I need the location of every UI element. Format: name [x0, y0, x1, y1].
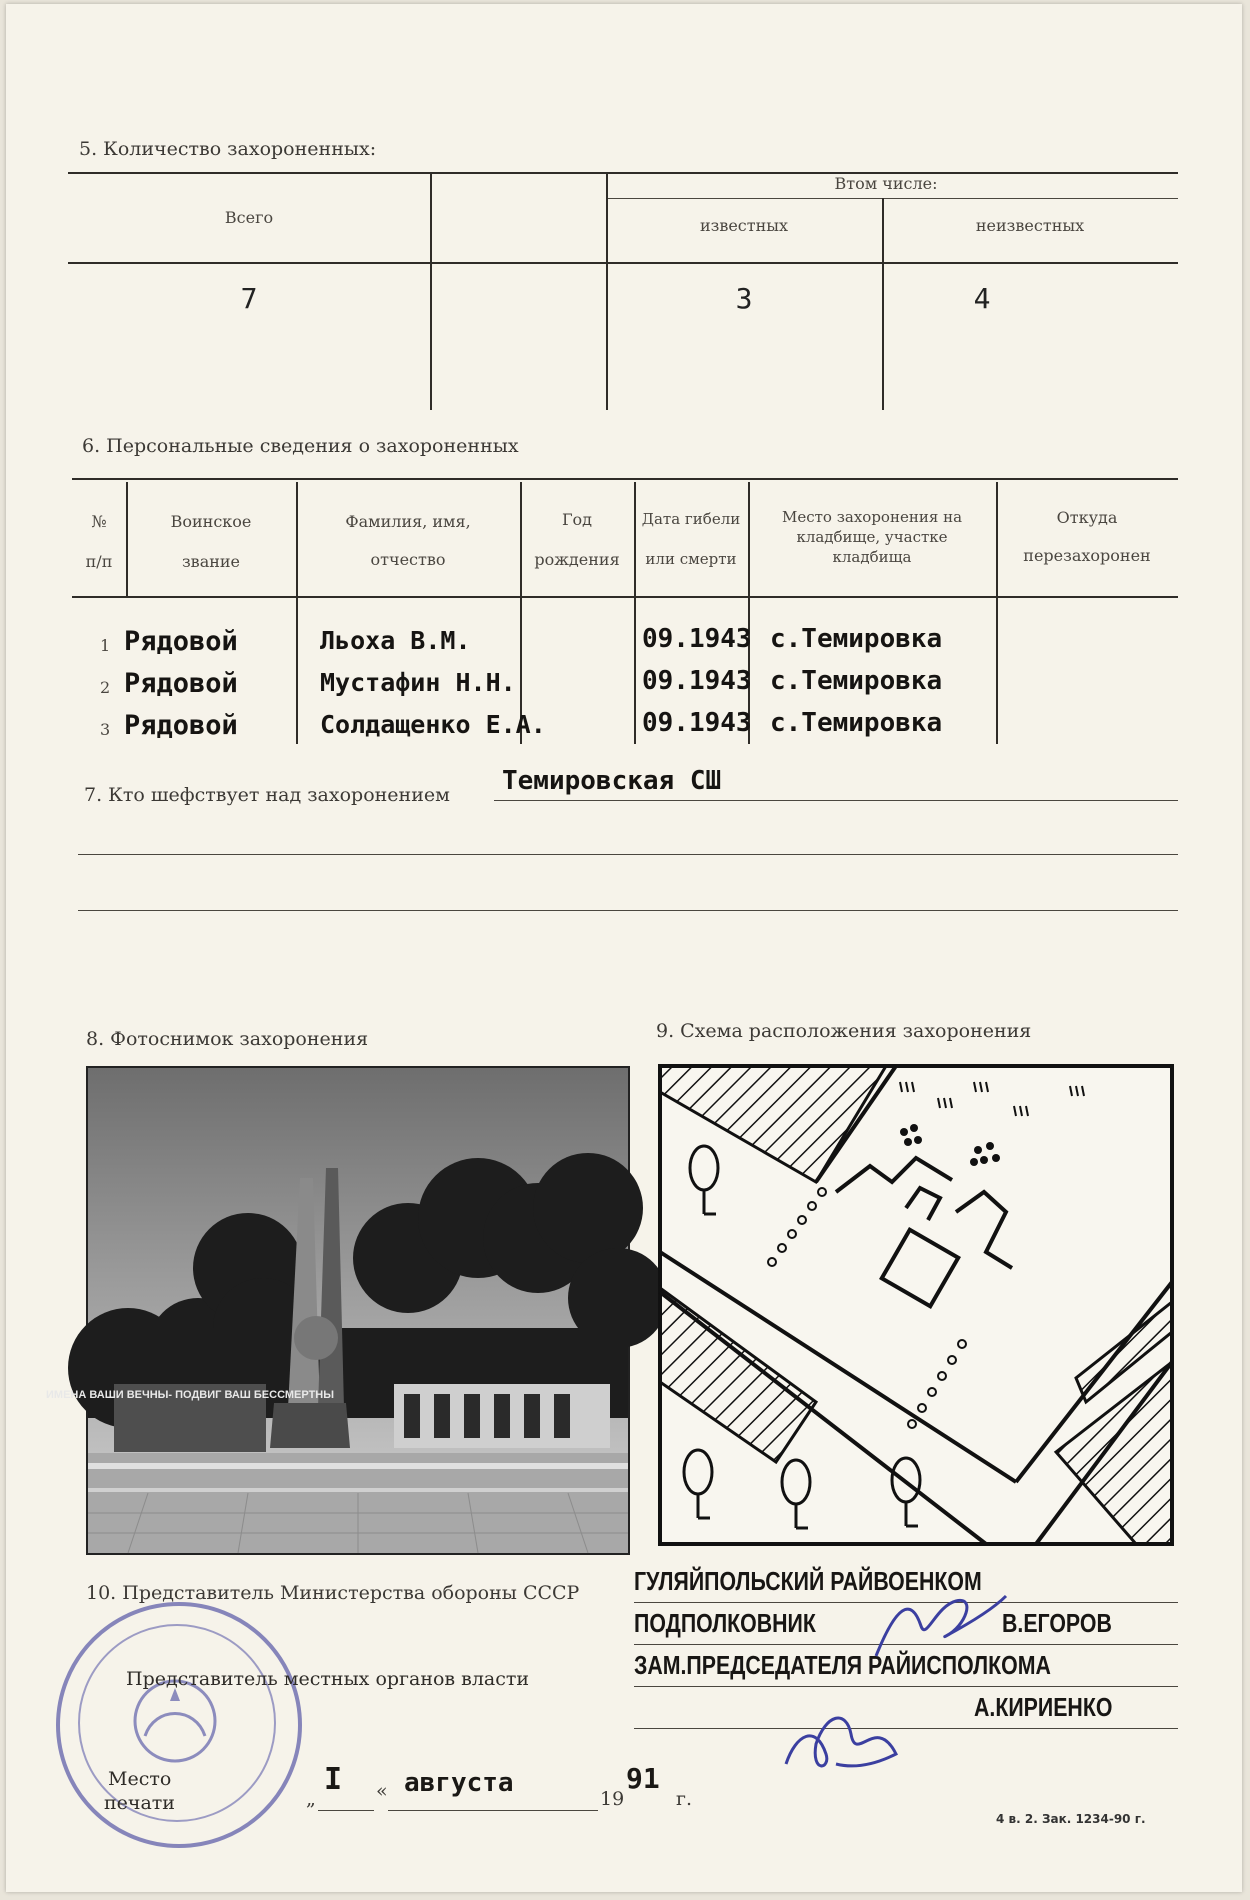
date-year-suffix: 91 — [626, 1762, 660, 1795]
row-1-no: 1 — [100, 636, 111, 655]
table5-top-line — [68, 172, 1178, 174]
burial-scheme — [656, 1062, 1176, 1548]
row-3-rank: Рядовой — [124, 710, 238, 741]
date-day-line — [318, 1810, 374, 1811]
seal-place-label-2: печати — [104, 1792, 175, 1814]
hdr-birth-1: Год — [561, 510, 593, 529]
row-3-place: с.Темировка — [770, 708, 943, 738]
row-1-name: Льоха В.М. — [320, 626, 471, 655]
document-sheet — [6, 4, 1242, 1892]
blank-line-1 — [78, 854, 1178, 855]
memorial-photo-image — [45, 1068, 628, 1553]
date-day: I — [324, 1762, 343, 1797]
col-including-header: Втом числе: — [834, 174, 938, 193]
signature-local — [776, 1694, 906, 1784]
date-open-quote: „ — [306, 1788, 316, 1810]
table6-div-1 — [126, 482, 128, 596]
local-rep-label: Представитель местных органов власти — [126, 1668, 530, 1690]
row-1-death: 09.1943 — [642, 624, 752, 654]
date-g: г. — [676, 1788, 692, 1810]
col-total-header: Всего — [224, 208, 274, 227]
row-3-death: 09.1943 — [642, 708, 752, 738]
local-line-1 — [634, 1686, 1178, 1687]
patron-value: Темировская СШ — [502, 766, 722, 796]
row-2-death: 09.1943 — [642, 666, 752, 696]
military-name: В.ЕГОРОВ — [1002, 1608, 1112, 1638]
hdr-from-1: Откуда — [1056, 508, 1118, 527]
hdr-from-2: перезахоронен — [1023, 546, 1151, 565]
date-year-prefix: 19 — [600, 1788, 625, 1810]
print-info: 4 в. 2. Зак. 1234-90 г. — [996, 1812, 1146, 1826]
hdr-name-2: отчество — [370, 550, 446, 569]
hdr-no-1: № — [91, 512, 107, 531]
hdr-death-2: или смерти — [645, 550, 737, 568]
hdr-rank-2: звание — [181, 552, 241, 571]
col-unknown-header: неизвестных — [975, 216, 1085, 235]
table5-header-bottom-line — [68, 262, 1178, 264]
memorial-photo — [45, 1066, 630, 1555]
row-2-place: с.Темировка — [770, 666, 943, 696]
section9-label: 9. Схема расположения захоронения — [656, 1020, 1032, 1042]
section6-title: 6. Персональные сведения о захороненных — [82, 435, 519, 457]
known-value: 3 — [735, 282, 753, 315]
hdr-death-1: Дата гибели — [641, 510, 741, 528]
row-1-rank: Рядовой — [124, 626, 238, 657]
section5-title: 5. Количество захороненных: — [79, 138, 377, 160]
hdr-place-3: кладбища — [832, 548, 912, 566]
row-2-no: 2 — [100, 678, 111, 697]
seal-place-label-1: Место — [108, 1768, 172, 1790]
section8-label: 8. Фотоснимок захоронения — [86, 1028, 369, 1050]
table5-divider-1 — [430, 172, 432, 410]
hdr-birth-2: рождения — [534, 550, 620, 569]
official-seal — [56, 1602, 302, 1848]
hdr-place-1: Место захоронения на — [781, 508, 963, 526]
local-name: А.КИРИЕНКО — [974, 1692, 1113, 1722]
row-2-name: Мустафин Н.Н. — [320, 668, 516, 697]
hdr-name-1: Фамилия, имя, — [345, 512, 471, 531]
blank-line-2 — [78, 910, 1178, 911]
local-position: ЗАМ.ПРЕДСЕДАТЕЛЯ РАЙИСПОЛКОМА — [634, 1650, 1051, 1680]
row-1-place: с.Темировка — [770, 624, 943, 654]
section10-label: 10. Представитель Министерства обороны СССР — [86, 1582, 580, 1604]
hdr-no-2: п/п — [85, 552, 113, 571]
hdr-place-2: кладбище, участке — [796, 528, 948, 546]
military-office-line: ГУЛЯЙПОЛЬСКИЙ РАЙВОЕНКОМ — [634, 1566, 982, 1596]
row-2-rank: Рядовой — [124, 668, 238, 699]
burial-scheme-drawing — [656, 1062, 1176, 1548]
table5-including-line — [606, 198, 1178, 199]
total-value: 7 — [240, 282, 258, 315]
section7-label: 7. Кто шефствует над захоронением — [84, 784, 450, 806]
date-month: августа — [404, 1768, 514, 1798]
local-line-2 — [634, 1728, 1178, 1729]
patron-line — [494, 800, 1178, 801]
col-known-header: известных — [699, 216, 789, 235]
row-3-name: Солдащенко Е.А. — [320, 710, 546, 739]
military-rank: ПОДПОЛКОВНИК — [634, 1608, 816, 1638]
date-month-line — [388, 1810, 598, 1811]
unknown-value: 4 — [973, 282, 991, 315]
signature-military — [866, 1586, 1016, 1666]
table6-top-line — [72, 478, 1178, 480]
date-close-quote: « — [376, 1780, 388, 1802]
hdr-rank-1: Воинское — [170, 512, 252, 531]
row-3-no: 3 — [100, 720, 111, 739]
plaque-text: ИМЕНА ВАШИ ВЕЧНЫ- ПОДВИГ ВАШ БЕССМЕРТНЫ — [45, 1389, 335, 1401]
table6-header-bottom-line — [72, 596, 1178, 598]
